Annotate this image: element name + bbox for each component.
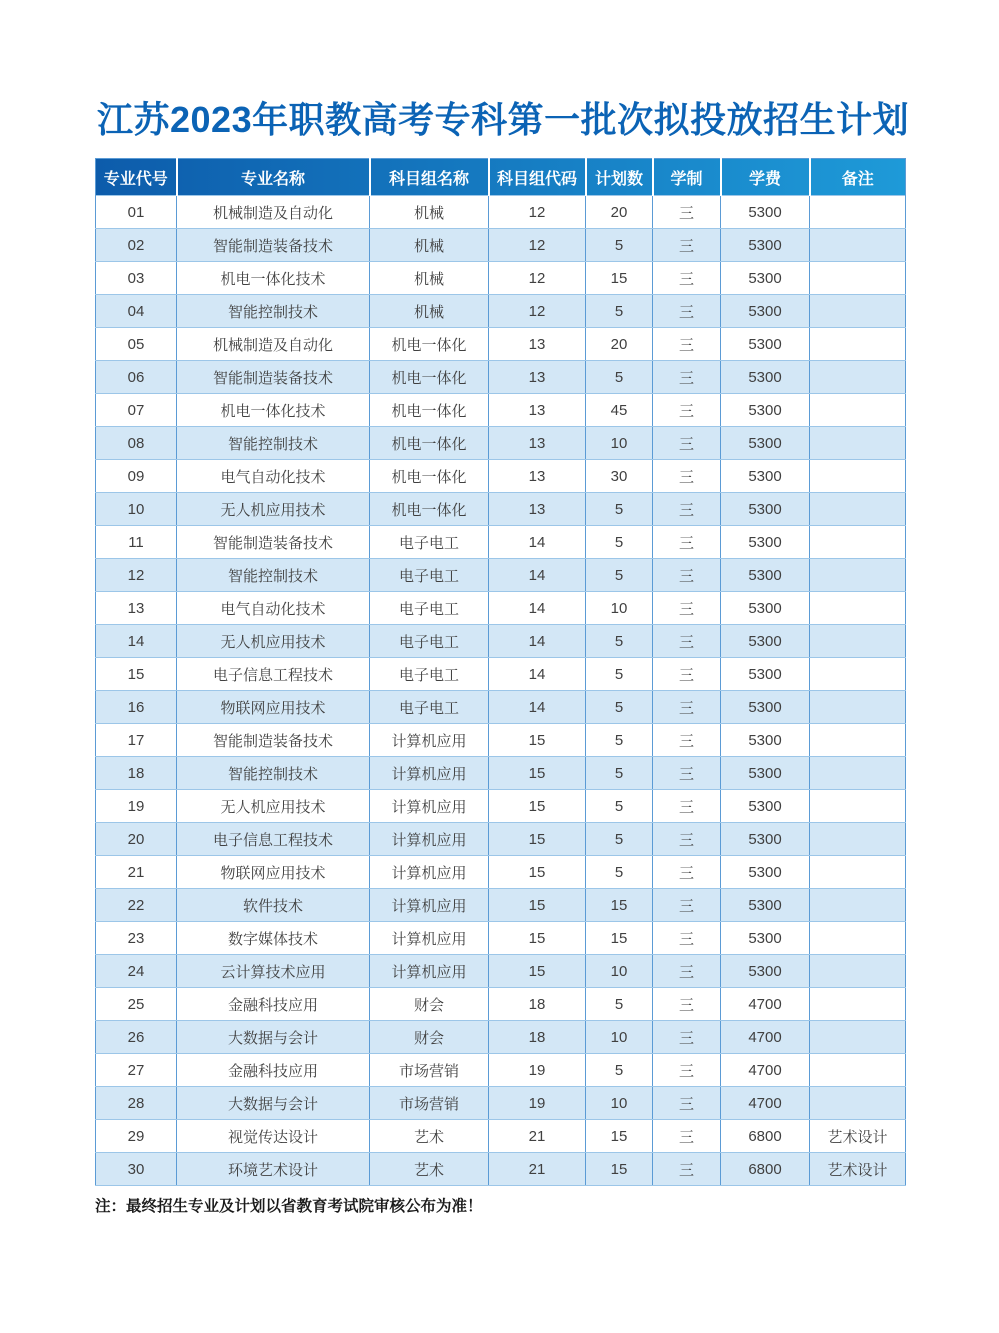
- cell-major-name: 智能制造装备技术: [177, 526, 370, 559]
- cell-major-code: 12: [96, 559, 177, 592]
- cell-subject-group-code: 13: [489, 493, 586, 526]
- cell-tuition: 5300: [721, 460, 810, 493]
- footer-note: 注：最终招生专业及计划以省教育考试院审核公布为准！: [95, 1198, 483, 1215]
- cell-remarks: [810, 229, 906, 262]
- cell-major-name: 智能制造装备技术: [177, 229, 370, 262]
- cell-subject-group-code: 13: [489, 460, 586, 493]
- table-row: [96, 691, 906, 724]
- cell-subject-group-name: 机电一体化: [370, 427, 489, 460]
- cell-schooling-years: 三: [653, 592, 721, 625]
- cell-subject-group-name: 计算机应用: [370, 823, 489, 856]
- table-row: [96, 328, 906, 361]
- cell-tuition: 5300: [721, 724, 810, 757]
- cell-schooling-years: 三: [653, 460, 721, 493]
- cell-remarks: [810, 196, 906, 229]
- column-header-subject-group-code: 科目组代码: [489, 159, 586, 196]
- cell-schooling-years: 三: [653, 295, 721, 328]
- cell-tuition: 5300: [721, 790, 810, 823]
- cell-tuition: 5300: [721, 691, 810, 724]
- cell-subject-group-name: 机电一体化: [370, 394, 489, 427]
- cell-plan-count: 5: [586, 361, 653, 394]
- cell-remarks: [810, 1087, 906, 1120]
- cell-plan-count: 15: [586, 1153, 653, 1186]
- cell-major-code: 01: [96, 196, 177, 229]
- cell-remarks: [810, 493, 906, 526]
- table-row: [96, 757, 906, 790]
- cell-tuition: 5300: [721, 493, 810, 526]
- cell-subject-group-name: 机电一体化: [370, 361, 489, 394]
- cell-major-code: 28: [96, 1087, 177, 1120]
- cell-subject-group-name: 机电一体化: [370, 493, 489, 526]
- cell-schooling-years: 三: [653, 889, 721, 922]
- table-row: [96, 889, 906, 922]
- cell-subject-group-code: 12: [489, 262, 586, 295]
- table-row: [96, 361, 906, 394]
- cell-subject-group-name: 艺术: [370, 1120, 489, 1153]
- cell-subject-group-name: 电子电工: [370, 592, 489, 625]
- cell-schooling-years: 三: [653, 559, 721, 592]
- column-header-major-name: 专业名称: [177, 159, 370, 196]
- cell-major-name: 机械制造及自动化: [177, 328, 370, 361]
- cell-schooling-years: 三: [653, 856, 721, 889]
- cell-major-name: 无人机应用技术: [177, 790, 370, 823]
- cell-plan-count: 15: [586, 262, 653, 295]
- column-header-remarks: 备注: [810, 159, 906, 196]
- cell-plan-count: 20: [586, 196, 653, 229]
- cell-schooling-years: 三: [653, 361, 721, 394]
- cell-schooling-years: 三: [653, 196, 721, 229]
- cell-subject-group-name: 电子电工: [370, 658, 489, 691]
- cell-remarks: 艺术设计: [810, 1120, 906, 1153]
- cell-subject-group-name: 电子电工: [370, 691, 489, 724]
- table-row: [96, 1153, 906, 1186]
- cell-major-name: 金融科技应用: [177, 1054, 370, 1087]
- cell-major-name: 无人机应用技术: [177, 625, 370, 658]
- cell-remarks: [810, 625, 906, 658]
- cell-subject-group-code: 12: [489, 196, 586, 229]
- cell-subject-group-name: 机电一体化: [370, 460, 489, 493]
- cell-tuition: 4700: [721, 988, 810, 1021]
- cell-major-code: 07: [96, 394, 177, 427]
- cell-schooling-years: 三: [653, 724, 721, 757]
- cell-major-code: 25: [96, 988, 177, 1021]
- cell-subject-group-code: 14: [489, 691, 586, 724]
- cell-tuition: 5300: [721, 427, 810, 460]
- cell-remarks: [810, 1054, 906, 1087]
- cell-subject-group-name: 机械: [370, 295, 489, 328]
- cell-remarks: [810, 922, 906, 955]
- cell-major-name: 机电一体化技术: [177, 394, 370, 427]
- cell-tuition: 5300: [721, 757, 810, 790]
- cell-subject-group-name: 计算机应用: [370, 790, 489, 823]
- cell-tuition: 5300: [721, 361, 810, 394]
- cell-subject-group-code: 19: [489, 1087, 586, 1120]
- cell-major-code: 24: [96, 955, 177, 988]
- cell-subject-group-name: 计算机应用: [370, 724, 489, 757]
- cell-major-code: 09: [96, 460, 177, 493]
- cell-subject-group-code: 14: [489, 625, 586, 658]
- cell-major-code: 08: [96, 427, 177, 460]
- table-row: [96, 1120, 906, 1153]
- table-row: [96, 295, 906, 328]
- cell-subject-group-name: 电子电工: [370, 625, 489, 658]
- cell-schooling-years: 三: [653, 1021, 721, 1054]
- cell-remarks: [810, 823, 906, 856]
- cell-tuition: 5300: [721, 955, 810, 988]
- cell-subject-group-code: 13: [489, 394, 586, 427]
- cell-major-code: 15: [96, 658, 177, 691]
- cell-plan-count: 5: [586, 559, 653, 592]
- cell-plan-count: 10: [586, 592, 653, 625]
- cell-schooling-years: 三: [653, 526, 721, 559]
- cell-plan-count: 15: [586, 1120, 653, 1153]
- cell-subject-group-code: 13: [489, 427, 586, 460]
- cell-schooling-years: 三: [653, 493, 721, 526]
- cell-remarks: [810, 460, 906, 493]
- cell-remarks: [810, 559, 906, 592]
- cell-major-name: 大数据与会计: [177, 1087, 370, 1120]
- cell-major-name: 物联网应用技术: [177, 856, 370, 889]
- cell-plan-count: 5: [586, 988, 653, 1021]
- cell-tuition: 5300: [721, 889, 810, 922]
- table-row: [96, 427, 906, 460]
- cell-subject-group-code: 12: [489, 229, 586, 262]
- cell-subject-group-name: 市场营销: [370, 1054, 489, 1087]
- cell-major-name: 软件技术: [177, 889, 370, 922]
- cell-subject-group-name: 电子电工: [370, 526, 489, 559]
- cell-remarks: [810, 988, 906, 1021]
- cell-major-code: 17: [96, 724, 177, 757]
- cell-plan-count: 5: [586, 493, 653, 526]
- cell-tuition: 5300: [721, 559, 810, 592]
- cell-subject-group-name: 市场营销: [370, 1087, 489, 1120]
- cell-remarks: [810, 790, 906, 823]
- cell-subject-group-code: 14: [489, 559, 586, 592]
- cell-subject-group-name: 机电一体化: [370, 328, 489, 361]
- cell-major-name: 智能制造装备技术: [177, 361, 370, 394]
- cell-schooling-years: 三: [653, 691, 721, 724]
- cell-subject-group-name: 艺术: [370, 1153, 489, 1186]
- cell-plan-count: 45: [586, 394, 653, 427]
- column-header-tuition: 学费: [721, 159, 810, 196]
- cell-subject-group-code: 15: [489, 823, 586, 856]
- cell-plan-count: 5: [586, 658, 653, 691]
- cell-major-name: 云计算技术应用: [177, 955, 370, 988]
- table-row: [96, 1054, 906, 1087]
- cell-subject-group-code: 15: [489, 955, 586, 988]
- cell-major-code: 29: [96, 1120, 177, 1153]
- cell-schooling-years: 三: [653, 427, 721, 460]
- cell-subject-group-code: 19: [489, 1054, 586, 1087]
- cell-tuition: 5300: [721, 394, 810, 427]
- cell-tuition: 5300: [721, 625, 810, 658]
- cell-subject-group-name: 电子电工: [370, 559, 489, 592]
- table-row: [96, 988, 906, 1021]
- cell-remarks: 艺术设计: [810, 1153, 906, 1186]
- cell-tuition: 5300: [721, 295, 810, 328]
- column-header-subject-group-name: 科目组名称: [370, 159, 489, 196]
- cell-remarks: [810, 1021, 906, 1054]
- cell-major-code: 16: [96, 691, 177, 724]
- cell-tuition: 5300: [721, 823, 810, 856]
- cell-remarks: [810, 361, 906, 394]
- table-row: [96, 1087, 906, 1120]
- cell-plan-count: 15: [586, 889, 653, 922]
- cell-major-code: 27: [96, 1054, 177, 1087]
- cell-major-code: 20: [96, 823, 177, 856]
- cell-plan-count: 5: [586, 691, 653, 724]
- cell-major-name: 金融科技应用: [177, 988, 370, 1021]
- cell-subject-group-code: 13: [489, 361, 586, 394]
- cell-remarks: [810, 955, 906, 988]
- cell-major-name: 机械制造及自动化: [177, 196, 370, 229]
- cell-subject-group-code: 21: [489, 1120, 586, 1153]
- cell-major-code: 05: [96, 328, 177, 361]
- cell-plan-count: 10: [586, 427, 653, 460]
- cell-schooling-years: 三: [653, 922, 721, 955]
- cell-tuition: 4700: [721, 1054, 810, 1087]
- cell-major-code: 11: [96, 526, 177, 559]
- cell-subject-group-code: 15: [489, 889, 586, 922]
- cell-schooling-years: 三: [653, 262, 721, 295]
- column-header-schooling-years: 学制: [653, 159, 721, 196]
- cell-major-code: 23: [96, 922, 177, 955]
- cell-major-name: 智能控制技术: [177, 427, 370, 460]
- table-row: [96, 262, 906, 295]
- cell-plan-count: 5: [586, 757, 653, 790]
- cell-major-code: 03: [96, 262, 177, 295]
- cell-remarks: [810, 757, 906, 790]
- column-header-plan-count: 计划数: [586, 159, 653, 196]
- cell-subject-group-code: 15: [489, 922, 586, 955]
- cell-major-name: 物联网应用技术: [177, 691, 370, 724]
- cell-tuition: 5300: [721, 196, 810, 229]
- cell-major-code: 04: [96, 295, 177, 328]
- cell-schooling-years: 三: [653, 757, 721, 790]
- cell-subject-group-code: 15: [489, 790, 586, 823]
- cell-tuition: 5300: [721, 229, 810, 262]
- cell-plan-count: 5: [586, 823, 653, 856]
- cell-remarks: [810, 856, 906, 889]
- table-row: [96, 460, 906, 493]
- cell-plan-count: 10: [586, 1087, 653, 1120]
- cell-subject-group-code: 15: [489, 724, 586, 757]
- enrollment-plan-table: [95, 158, 906, 1186]
- cell-major-name: 无人机应用技术: [177, 493, 370, 526]
- cell-subject-group-name: 计算机应用: [370, 955, 489, 988]
- table-row: [96, 559, 906, 592]
- cell-plan-count: 15: [586, 922, 653, 955]
- table-row: [96, 823, 906, 856]
- table-row: [96, 724, 906, 757]
- cell-tuition: 5300: [721, 658, 810, 691]
- cell-major-name: 电子信息工程技术: [177, 823, 370, 856]
- cell-subject-group-name: 机械: [370, 262, 489, 295]
- cell-plan-count: 30: [586, 460, 653, 493]
- cell-tuition: 5300: [721, 328, 810, 361]
- cell-tuition: 5300: [721, 526, 810, 559]
- cell-major-code: 21: [96, 856, 177, 889]
- cell-major-name: 电子信息工程技术: [177, 658, 370, 691]
- cell-subject-group-code: 18: [489, 1021, 586, 1054]
- cell-subject-group-code: 14: [489, 592, 586, 625]
- cell-major-name: 电气自动化技术: [177, 592, 370, 625]
- cell-remarks: [810, 295, 906, 328]
- cell-subject-group-name: 计算机应用: [370, 889, 489, 922]
- cell-remarks: [810, 262, 906, 295]
- cell-major-code: 02: [96, 229, 177, 262]
- cell-plan-count: 5: [586, 526, 653, 559]
- cell-remarks: [810, 658, 906, 691]
- cell-subject-group-code: 14: [489, 658, 586, 691]
- cell-subject-group-code: 14: [489, 526, 586, 559]
- cell-major-code: 13: [96, 592, 177, 625]
- cell-schooling-years: 三: [653, 955, 721, 988]
- table-row: [96, 229, 906, 262]
- cell-major-code: 14: [96, 625, 177, 658]
- cell-subject-group-name: 计算机应用: [370, 856, 489, 889]
- cell-tuition: 6800: [721, 1153, 810, 1186]
- cell-tuition: 4700: [721, 1087, 810, 1120]
- cell-plan-count: 5: [586, 724, 653, 757]
- table-row: [96, 658, 906, 691]
- cell-schooling-years: 三: [653, 229, 721, 262]
- table-row: [96, 196, 906, 229]
- cell-major-name: 数字媒体技术: [177, 922, 370, 955]
- cell-schooling-years: 三: [653, 790, 721, 823]
- cell-schooling-years: 三: [653, 394, 721, 427]
- cell-remarks: [810, 394, 906, 427]
- cell-major-name: 智能控制技术: [177, 295, 370, 328]
- table-row: [96, 922, 906, 955]
- cell-plan-count: 20: [586, 328, 653, 361]
- cell-major-name: 环境艺术设计: [177, 1153, 370, 1186]
- table-row: [96, 625, 906, 658]
- cell-major-code: 18: [96, 757, 177, 790]
- cell-major-code: 10: [96, 493, 177, 526]
- cell-tuition: 4700: [721, 1021, 810, 1054]
- cell-schooling-years: 三: [653, 625, 721, 658]
- table-header-row: [96, 159, 906, 196]
- table-row: [96, 955, 906, 988]
- cell-schooling-years: 三: [653, 1054, 721, 1087]
- cell-schooling-years: 三: [653, 823, 721, 856]
- cell-subject-group-name: 财会: [370, 1021, 489, 1054]
- cell-remarks: [810, 427, 906, 460]
- cell-subject-group-code: 13: [489, 328, 586, 361]
- cell-schooling-years: 三: [653, 1153, 721, 1186]
- cell-major-code: 30: [96, 1153, 177, 1186]
- cell-tuition: 6800: [721, 1120, 810, 1153]
- cell-subject-group-code: 15: [489, 856, 586, 889]
- cell-major-name: 智能制造装备技术: [177, 724, 370, 757]
- cell-plan-count: 10: [586, 955, 653, 988]
- cell-tuition: 5300: [721, 592, 810, 625]
- cell-plan-count: 5: [586, 1054, 653, 1087]
- cell-remarks: [810, 526, 906, 559]
- cell-major-code: 19: [96, 790, 177, 823]
- table-row: [96, 856, 906, 889]
- table-row: [96, 790, 906, 823]
- cell-major-name: 大数据与会计: [177, 1021, 370, 1054]
- column-header-major-code: 专业代号: [103, 170, 168, 188]
- cell-remarks: [810, 724, 906, 757]
- cell-subject-group-code: 21: [489, 1153, 586, 1186]
- cell-tuition: 5300: [721, 262, 810, 295]
- cell-major-code: 06: [96, 361, 177, 394]
- page-title: 江苏2023年职教高考专科第一批次拟投放招生计划: [97, 99, 910, 140]
- cell-tuition: 5300: [721, 856, 810, 889]
- cell-subject-group-code: 12: [489, 295, 586, 328]
- cell-major-name: 视觉传达设计: [177, 1120, 370, 1153]
- cell-major-name: 电气自动化技术: [177, 460, 370, 493]
- cell-tuition: 5300: [721, 922, 810, 955]
- cell-remarks: [810, 889, 906, 922]
- cell-subject-group-name: 计算机应用: [370, 757, 489, 790]
- cell-remarks: [810, 328, 906, 361]
- cell-subject-group-name: 机械: [370, 196, 489, 229]
- table-row: [96, 493, 906, 526]
- cell-plan-count: 5: [586, 856, 653, 889]
- cell-subject-group-name: 机械: [370, 229, 489, 262]
- cell-major-name: 智能控制技术: [177, 757, 370, 790]
- cell-plan-count: 5: [586, 229, 653, 262]
- table-row: [96, 526, 906, 559]
- cell-subject-group-name: 计算机应用: [370, 922, 489, 955]
- cell-major-code: 26: [96, 1021, 177, 1054]
- cell-plan-count: 10: [586, 1021, 653, 1054]
- cell-plan-count: 5: [586, 625, 653, 658]
- cell-major-name: 机电一体化技术: [177, 262, 370, 295]
- cell-major-name: 智能控制技术: [177, 559, 370, 592]
- cell-subject-group-code: 15: [489, 757, 586, 790]
- cell-plan-count: 5: [586, 790, 653, 823]
- cell-remarks: [810, 691, 906, 724]
- cell-schooling-years: 三: [653, 1087, 721, 1120]
- table-row: [96, 394, 906, 427]
- cell-major-code: 22: [96, 889, 177, 922]
- cell-schooling-years: 三: [653, 988, 721, 1021]
- cell-schooling-years: 三: [653, 1120, 721, 1153]
- cell-schooling-years: 三: [653, 328, 721, 361]
- cell-schooling-years: 三: [653, 658, 721, 691]
- table-row: [96, 1021, 906, 1054]
- cell-subject-group-code: 18: [489, 988, 586, 1021]
- table-row: [96, 592, 906, 625]
- cell-plan-count: 5: [586, 295, 653, 328]
- cell-subject-group-name: 财会: [370, 988, 489, 1021]
- cell-remarks: [810, 592, 906, 625]
